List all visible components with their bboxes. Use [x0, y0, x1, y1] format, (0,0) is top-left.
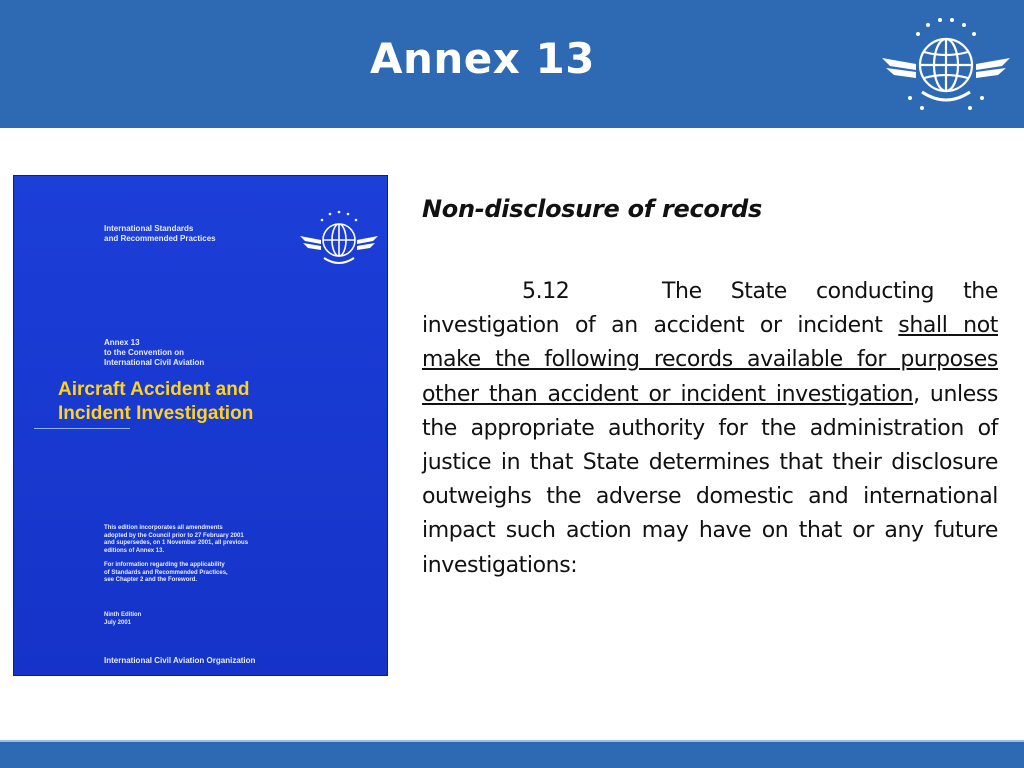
cover-publisher: International Civil Aviation Organization	[104, 656, 256, 665]
cover-main-title: Aircraft Accident and Incident Investigation	[58, 379, 254, 424]
cover-divider	[34, 428, 130, 429]
clause-text-underlined: shall not make the following records available for purposes other than accident or incident investigation	[422, 313, 998, 407]
cover-annex-info: Annex 13 to the Convention on International Civil Aviation	[104, 338, 205, 367]
annex13-cover-image	[13, 175, 388, 676]
cover-icao-emblem-icon	[298, 204, 380, 276]
page-title: Annex 13	[370, 34, 595, 83]
cover-edition: Ninth Edition July 2001	[104, 612, 142, 626]
cover-edition-note: This edition incorporates all amendments adopted by the Council prior to 27 February 2001 and supersedes, on 1 November 2001, all previous editions of Annex 13.	[104, 525, 249, 554]
cover-applicability-note: For information regarding the applicability of Standards and Recommended Practices, see Chapter 2 and the Foreword.	[104, 562, 228, 583]
header-bar	[0, 0, 1024, 128]
content-area	[422, 195, 998, 583]
clause-paragraph	[422, 275, 998, 583]
cover-intl-standards: International Standards and Recommended Practices	[104, 224, 216, 243]
footer-bar	[0, 740, 1024, 768]
clause-text-before: The State conducting the investigation of an accident or incident	[422, 279, 998, 339]
clause-number: 5.12	[522, 279, 570, 304]
clause-text-after: , unless the appropriate authority for the administration of justice in that State determines that their disclosure outweighs the adverse domestic and international impact such action may have on that or any future investigations:	[422, 381, 998, 578]
section-subtitle: Non-disclosure of records	[422, 195, 763, 223]
icao-emblem-icon	[880, 8, 1016, 120]
